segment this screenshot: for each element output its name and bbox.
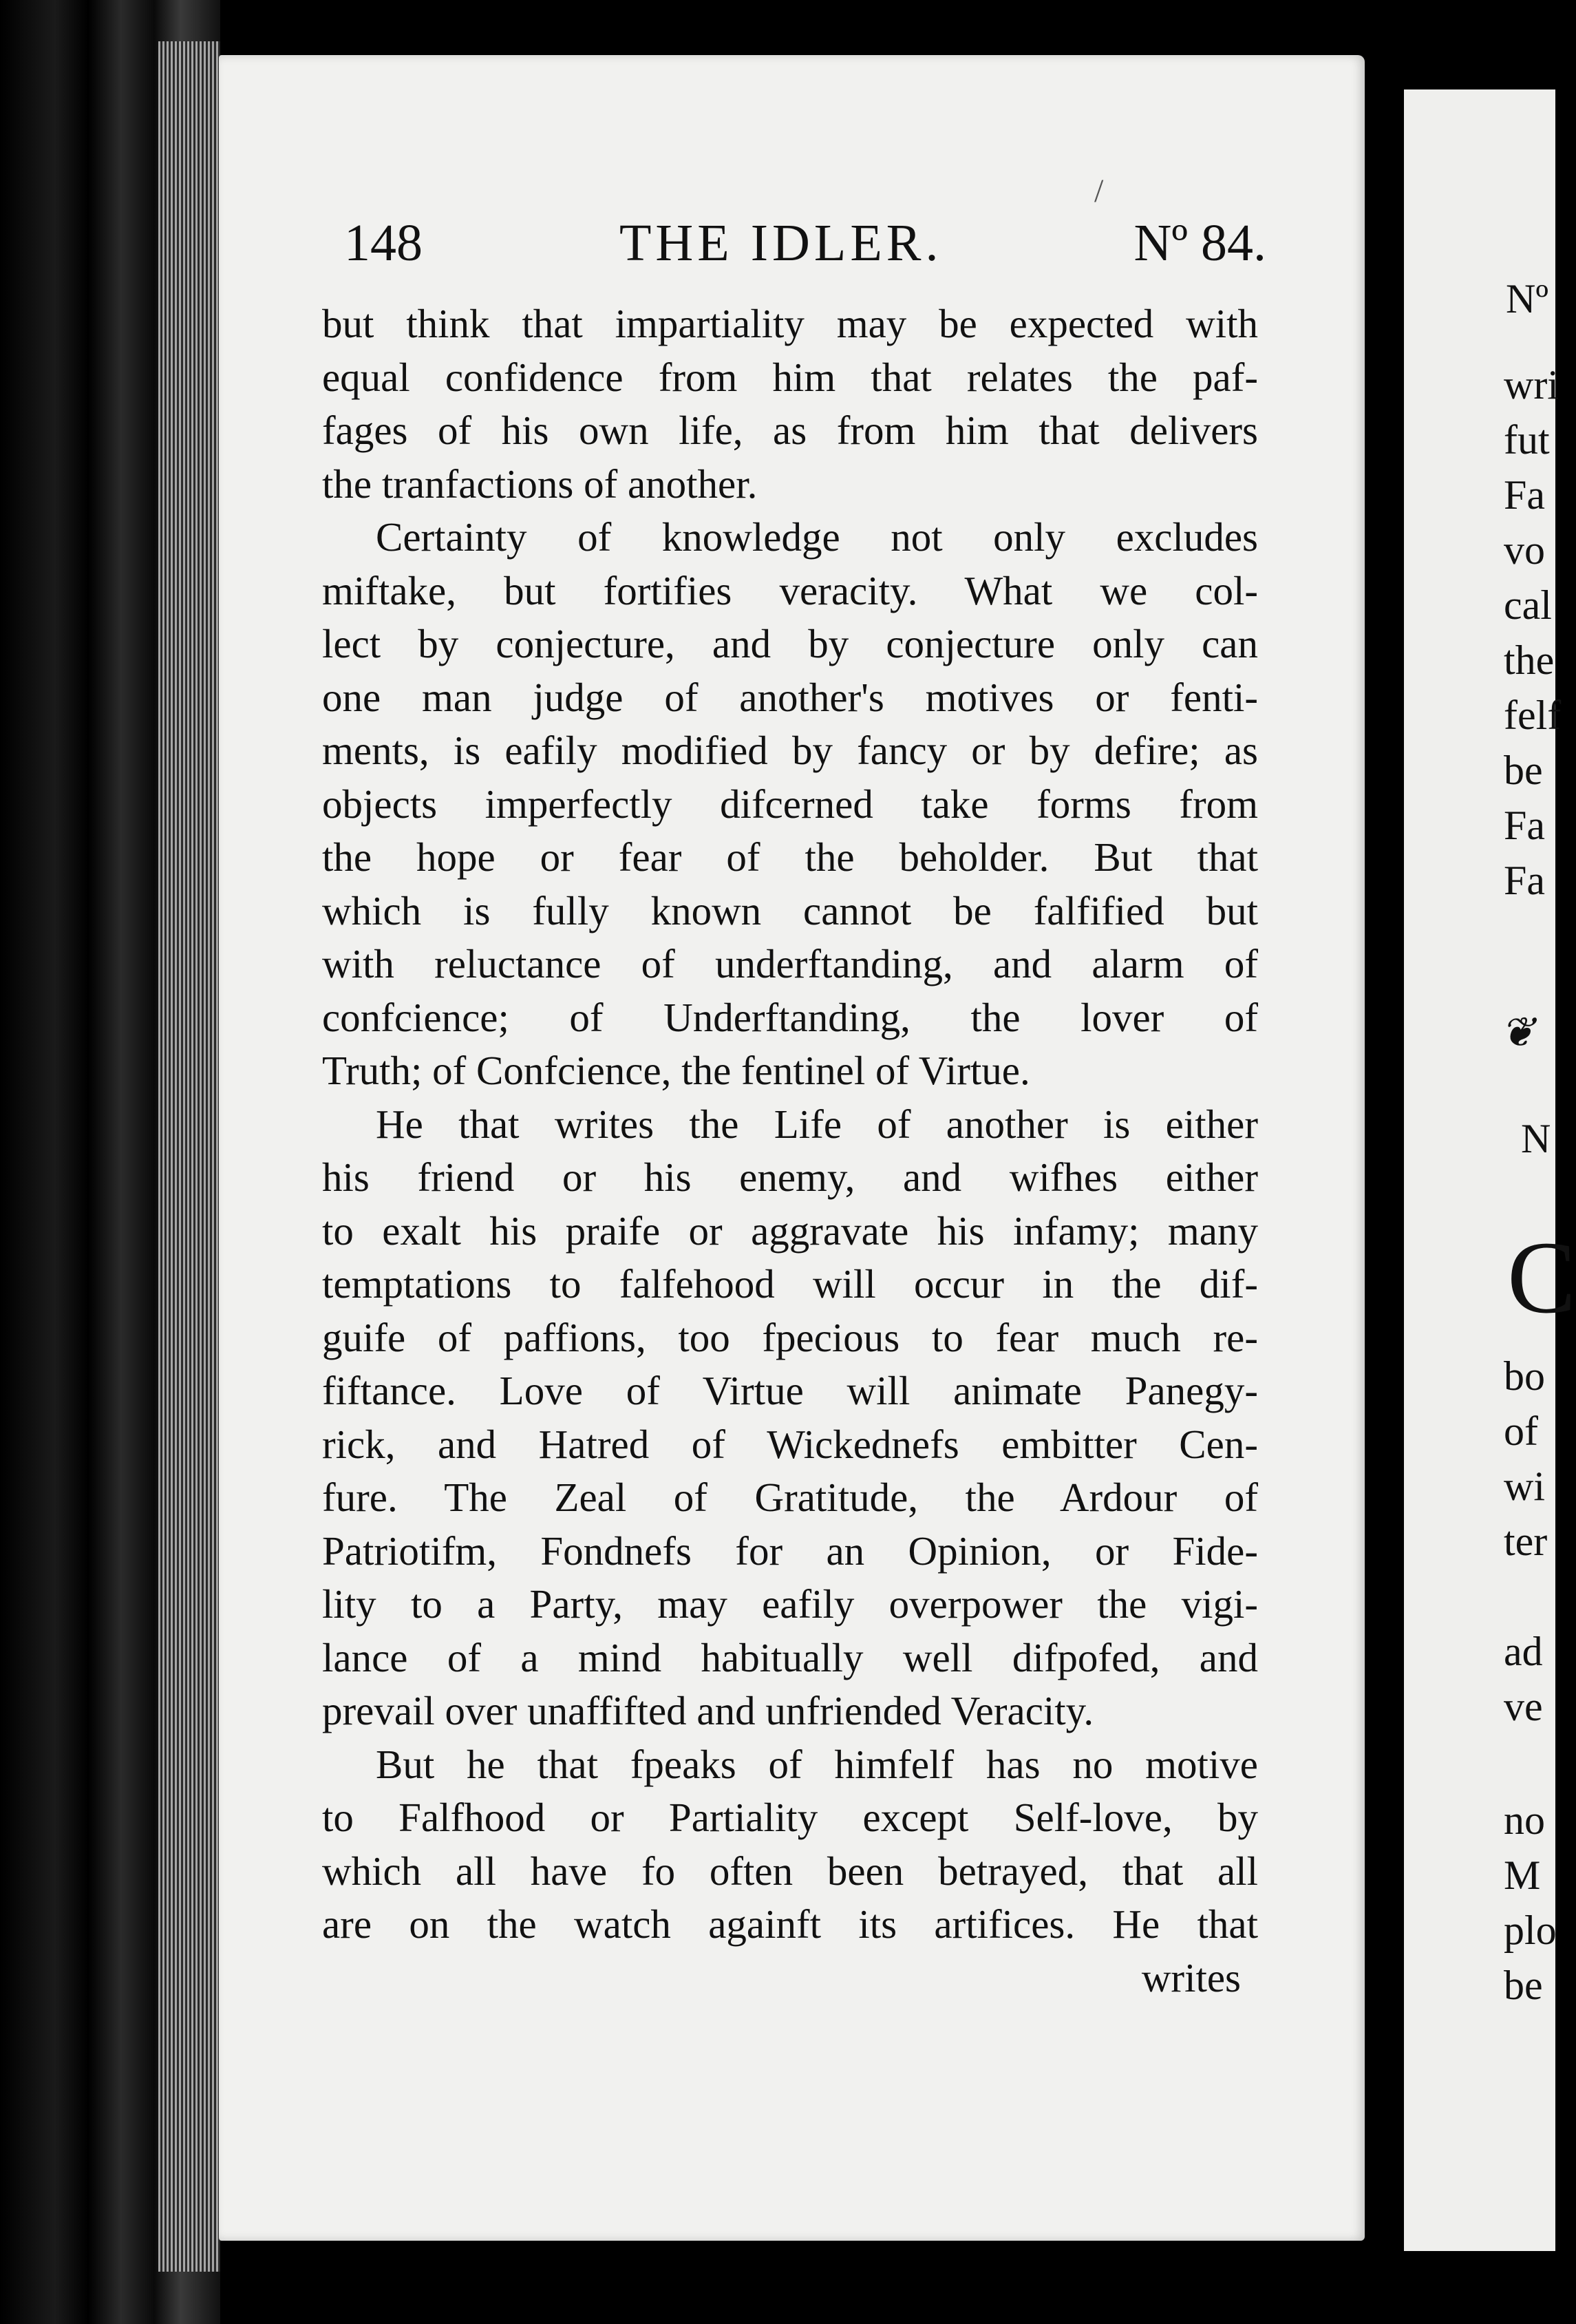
ornament-fragment: ❦ [1500,1010,1535,1055]
text-line: Truth; of Confcience, the fentinel of Virtue. [322,1048,1030,1093]
text-line: Patriotifm, Fondnefs for an Opinion, or Fide- [322,1528,1258,1574]
drop-capital: C [1507,1221,1576,1335]
text-line: equal confidence from him that relates the paf- [322,354,1258,400]
right-page-fragment: ter [1504,1519,1548,1564]
text-line: the hope or fear of the beholder. But that [322,834,1258,880]
right-page-fragment: plo [1504,1908,1557,1953]
catchword: writes [1141,1954,1241,2000]
text-line: But he that fpeaks of himfelf has no motive [376,1741,1258,1787]
right-page-fragment: ve [1504,1684,1543,1729]
text-line: Certainty of knowledge not only excludes [376,514,1258,560]
book-gutter [1365,55,1406,2313]
right-page-fragment: Fa [1504,803,1545,848]
right-page-fragment: wi [1504,1464,1545,1509]
text-line: temptations to falfehood will occur in the dif- [322,1261,1258,1307]
text-line: his friend or his enemy, and wifhes either [322,1154,1258,1200]
essay-number: Nº 84. [1133,214,1266,272]
right-page-fragment: Fa [1504,472,1545,518]
right-page-fragment: be [1504,748,1543,793]
text-line: lance of a mind habitually well difpofed, and [322,1634,1258,1680]
right-page-fragment: M [1504,1852,1541,1898]
text-line: fure. The Zeal of Gratitude, the Ardour of [322,1475,1258,1520]
text-line: to exalt his praife or aggravate his infamy; many [322,1207,1258,1254]
running-head [344,213,1266,289]
text-line: the tranfactions of another. [322,461,758,507]
text-line: fages of his own life, as from him that delivers [322,408,1258,453]
body-text [322,297,1258,2005]
right-page-fragment: felf [1504,693,1562,738]
text-line: guife of paffions, too fpecious to fear much re- [322,1314,1258,1360]
text-line: confcience; of Underftanding, the lover of [322,994,1258,1040]
text-line: lity to a Party, may eafily overpower the vigi- [322,1581,1258,1627]
right-page-fragment: fut [1504,417,1550,463]
text-line: rick, and Hatred of Wickednefs embitter Cen- [322,1421,1258,1467]
text-line: lect by conjecture, and by conjecture only can [322,621,1258,666]
stray-mark: / [1094,173,1104,209]
text-line: but think that impartiality may be expected with [322,301,1258,346]
running-title: THE IDLER. [619,214,943,272]
right-page-fragment: vo [1504,527,1545,573]
text-line: to Falfhood or Partiality except Self-love, by [322,1795,1258,1840]
text-line: miftake, but fortifies veracity. What we col- [322,567,1258,613]
right-page-fragment: no [1504,1797,1545,1843]
right-page-fragment: be [1504,1963,1543,2008]
text-line: are on the watch againft its artifices. He that [322,1901,1258,1947]
text-line: prevail over unaffifted and unfriended Veracity. [322,1688,1094,1733]
right-page-fragment: ad [1504,1629,1543,1674]
text-line: objects imperfectly difcerned take forms from [322,781,1258,827]
text-line: fiftance. Love of Virtue will animate Panegy- [322,1368,1258,1413]
right-page-fragment: the [1504,637,1555,683]
right-page-fragment: wri [1504,362,1559,408]
page-stack-edges [158,41,220,2272]
right-page-fragment: Nº [1506,276,1548,321]
right-page-fragment: N [1521,1116,1551,1161]
right-page-fragment: bo [1504,1353,1545,1399]
text-line: which all have fo often been betrayed, that all [322,1848,1258,1894]
text-line: with reluctance of underftanding, and alarm of [322,941,1258,986]
right-page-fragment: Fa [1504,858,1545,903]
text-line: ments, is eafily modified by fancy or by defire; as [322,728,1258,773]
text-line: one man judge of another's motives or fenti- [322,674,1258,720]
page-number: 148 [344,214,423,272]
right-page-fragment: cal [1504,582,1552,628]
text-line: which is fully known cannot be falfified but [322,887,1258,933]
right-page [1404,89,1576,2251]
right-page-fragment: of [1504,1408,1538,1454]
text-line: He that writes the Life of another is either [376,1101,1258,1147]
